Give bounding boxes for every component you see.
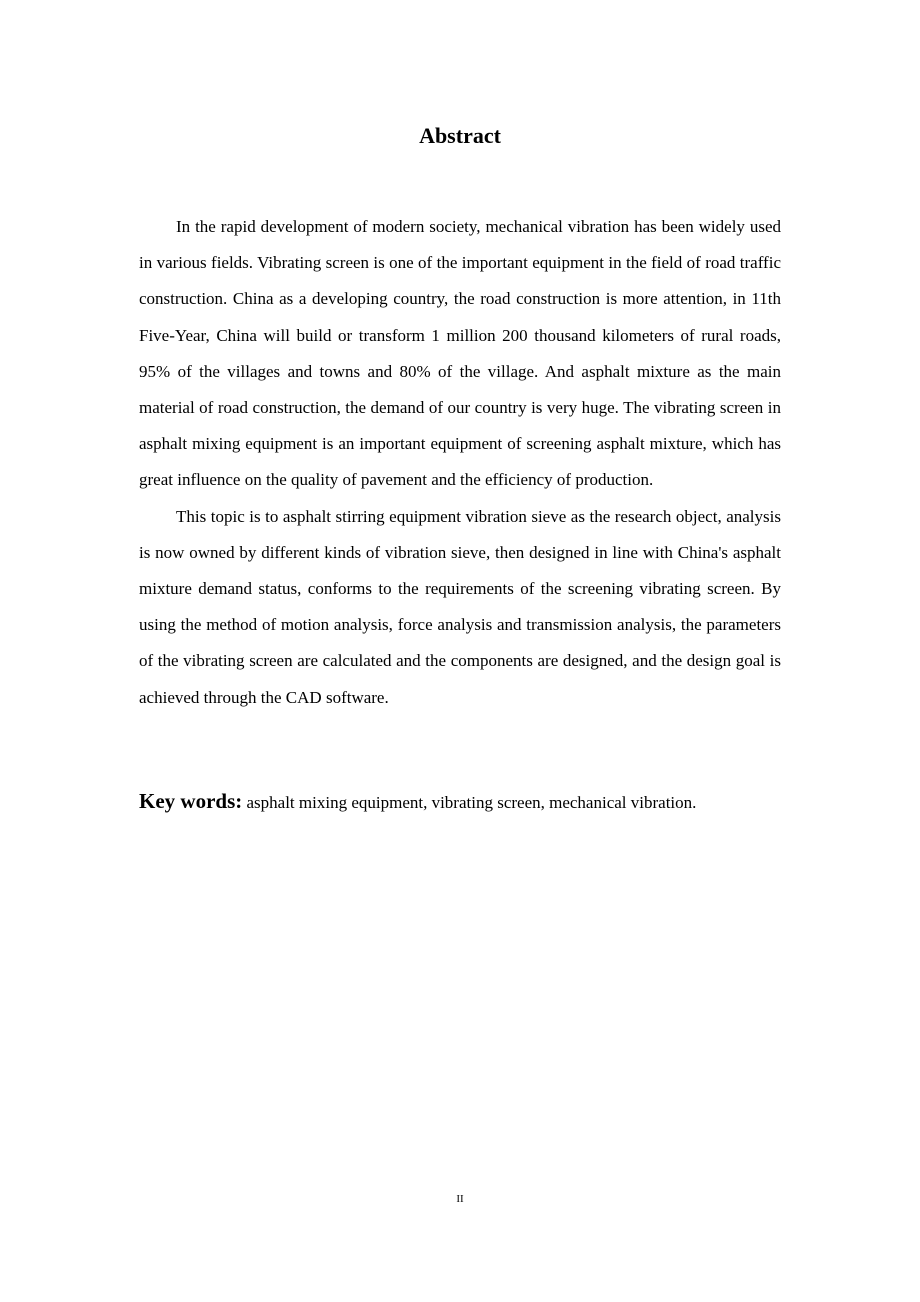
keywords-line xyxy=(139,783,839,821)
keywords-text: asphalt mixing equipment, vibrating screen, mechanical vibration. xyxy=(246,793,697,812)
abstract-paragraph-2: This topic is to asphalt stirring equipment vibration sieve as the research object, analysis is now owned by different kinds of vibration sieve, then designed in line with China's asphalt mixture demand status, conforms to the requirements of the screening vibrating screen. By using the method of motion analysis, force analysis and transmission analysis, the parameters of the vibrating screen are calculated and the components are designed, and the design goal is achieved through the CAD software. xyxy=(139,506,781,707)
page-title: Abstract xyxy=(419,123,501,148)
abstract-paragraph-1: In the rapid development of modern society, mechanical vibration has been widely used in various fields. Vibrating screen is one of the important equipment in the field of road traffic construction. China as a developing country, the road construction is more attention, in 11th Five-Year, China will build or transform 1 million 200 thousand kilometers of rural roads, 95% of the villages and towns and 80% of the village. And asphalt mixture as the main material of road construction, the demand of our country is very huge. The vibrating screen in asphalt mixing equipment is an important equipment of screening asphalt mixture, which has great influence on the quality of pavement and the efficiency of production. xyxy=(139,217,781,490)
keywords-label: Key words: xyxy=(139,789,243,813)
abstract-body xyxy=(139,209,781,716)
page-number: II xyxy=(456,1193,464,1205)
